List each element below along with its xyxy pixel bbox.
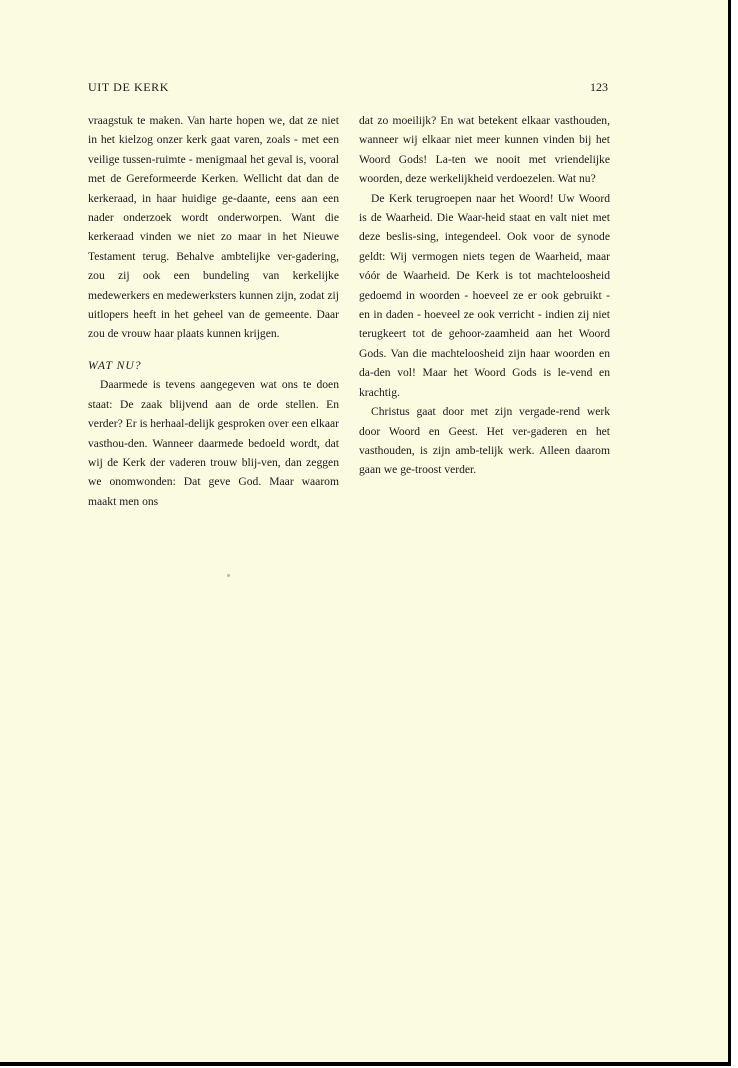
- ink-speck: [227, 574, 230, 577]
- paragraph: dat zo moeilijk? En wat betekent elkaar vasthouden, wanneer wij elkaar niet meer kunnen vinden bij het Woord Gods! La-ten we nooit met vriendelijke woorden, deze werkelijkheid verdoezelen. Wat nu?: [359, 114, 610, 186]
- paragraph: Christus gaat door met zijn vergade-rend werk door Woord en Geest. Het ver-gaderen en het vasthouden, is zijn amb-telijk werk. Alleen daarom gaan we ge-troost verder.: [359, 405, 610, 477]
- left-column: [88, 111, 339, 511]
- section-heading: WAT NU?: [88, 358, 142, 372]
- running-title: UIT DE KERK: [88, 80, 170, 94]
- running-head: [88, 80, 608, 96]
- page-number: 123: [590, 80, 608, 94]
- paragraph: Daarmede is tevens aangegeven wat ons te doen staat: De zaak blijvend aan de orde stellen. En verder? Er is herhaal-delijk gesproken over een elkaar vasthou-den. Wanneer daarmede bedoeld wordt, dat wij de Kerk der vaderen trouw blij-ven, dan zeggen we onomwonden: Dat geve God. Maar waarom maakt men ons: [88, 378, 339, 508]
- paragraph: vraagstuk te maken. Van harte hopen we, dat ze niet in het kielzog onzer kerk gaat varen, zoals - met een veilige tussen-ruimte - menigmaal het geval is, vooral met de Gereformeerde Kerken. Wellicht dat dan de kerkeraad, in haar huidige ge-daante, eens aan een nader onderzoek wordt onderworpen. Want die kerkeraad vinden we niet zo maar in het Nieuwe Testament terug. Behalve ambtelijke ver-gadering, zou zij ook een bundeling van kerkelijke medewerkers en medewerksters kunnen zijn, zodat zij uitlopers heeft in het geheel van de gemeente. Daar zou de vrouw haar plaats kunnen krijgen.: [88, 114, 339, 341]
- paragraph: De Kerk terugroepen naar het Woord! Uw Woord is de Waarheid. Die Waar-heid staat en valt niet met deze beslis-sing, integendeel. Ook voor de synode geldt: Wij vermogen niets tegen de Waarheid, maar vóór de Waarheid. De Kerk is tot machteloosheid gedoemd in woorden - hoeveel ze er ook gebruikt - en in daden - hoeveel ze ook verricht - indien zij niet terugkeert tot de gehoor-zaamheid aan het Woord Gods. Van die machteloosheid zijn haar woorden en da-den vol! Maar het Woord Gods is le-vend en krachtig.: [359, 191, 610, 399]
- right-column: [359, 111, 610, 480]
